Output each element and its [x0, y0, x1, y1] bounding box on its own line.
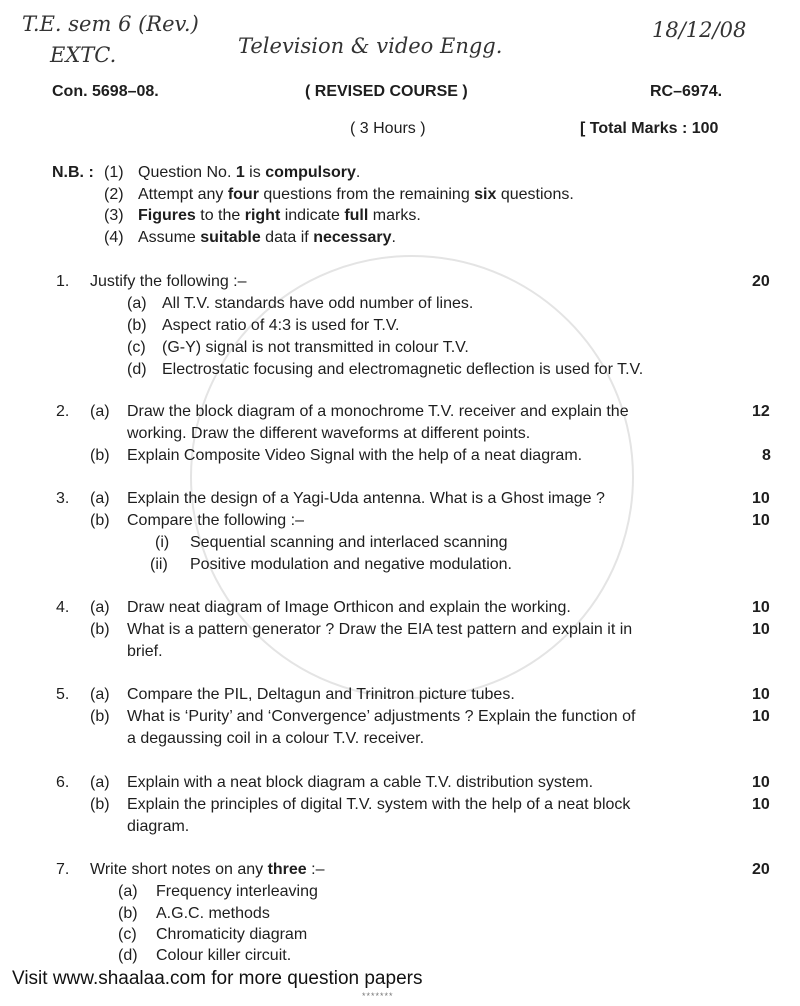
nb-label: N.B. :	[52, 164, 94, 181]
sub-text: a degaussing coil in a colour T.V. receiver.	[127, 730, 425, 747]
sub-text: What is a pattern generator ? Draw the EIA test pattern and explain it in	[127, 621, 633, 638]
question-marks: 10	[752, 621, 770, 638]
sub-text: Chromaticity diagram	[156, 926, 308, 943]
handwritten-date: 18/12/08	[652, 18, 747, 42]
question-number: 4.	[56, 599, 70, 616]
sub-text: working. Draw the different waveforms at different points.	[127, 425, 531, 442]
sub-text: diagram.	[127, 818, 190, 835]
sub-label: (b)	[118, 905, 138, 922]
question-marks: 10	[752, 490, 770, 507]
sub-text: Draw the block diagram of a monochrome T.V. receiver and explain the	[127, 403, 629, 420]
question-number: 7.	[56, 861, 70, 878]
nb-num: (3)	[104, 207, 124, 224]
nb-item: Figures to the right indicate full marks.	[138, 207, 421, 224]
question-number: 3.	[56, 490, 70, 507]
sub-label: (b)	[90, 708, 110, 725]
sub-label: (c)	[118, 926, 137, 943]
sub-label: (b)	[127, 317, 147, 334]
sub-label: (a)	[90, 686, 110, 703]
question-marks: 8	[762, 447, 771, 464]
sub-text: Electrostatic focusing and electromagnetic deflection is used for T.V.	[162, 361, 644, 378]
nb-num: (4)	[104, 229, 124, 246]
question-marks: 10	[752, 774, 770, 791]
sub-text: Compare the following :–	[127, 512, 304, 529]
question-number: 6.	[56, 774, 70, 791]
sub-text: Frequency interleaving	[156, 883, 318, 900]
end-marker: *******	[362, 991, 394, 1001]
sub-text: What is ‘Purity’ and ‘Convergence’ adjustments ? Explain the function of	[127, 708, 636, 725]
question-text: Write short notes on any three :–	[90, 861, 325, 878]
footer-link[interactable]: Visit www.shaalaa.com for more question papers	[12, 968, 423, 989]
sub-label: (b)	[90, 512, 110, 529]
sub-label: (ii)	[150, 556, 168, 573]
nb-num: (1)	[104, 164, 124, 181]
duration: ( 3 Hours )	[350, 120, 426, 137]
sub-label: (b)	[90, 447, 110, 464]
nb-item: Attempt any four questions from the remaining six questions.	[138, 186, 574, 203]
sub-text: Compare the PIL, Deltagun and Trinitron picture tubes.	[127, 686, 515, 703]
question-number: 5.	[56, 686, 70, 703]
question-marks: 10	[752, 686, 770, 703]
sub-text: Aspect ratio of 4:3 is used for T.V.	[162, 317, 400, 334]
nb-item: Question No. 1 is compulsory.	[138, 164, 361, 181]
question-marks: 20	[752, 273, 770, 290]
sub-text: Explain the design of a Yagi-Uda antenna. What is a Ghost image ?	[127, 490, 605, 507]
sub-label: (a)	[90, 774, 110, 791]
total-marks: [ Total Marks : 100	[580, 120, 719, 137]
question-marks: 10	[752, 512, 770, 529]
question-marks: 10	[752, 599, 770, 616]
sub-text: Positive modulation and negative modulation.	[190, 556, 512, 573]
sub-label: (d)	[118, 947, 138, 964]
question-number: 2.	[56, 403, 70, 420]
sub-label: (a)	[90, 490, 110, 507]
sub-label: (b)	[90, 796, 110, 813]
sub-label: (d)	[127, 361, 147, 378]
sub-text: Draw neat diagram of Image Orthicon and explain the working.	[127, 599, 571, 616]
sub-label: (a)	[90, 599, 110, 616]
sub-text: All T.V. standards have odd number of lines.	[162, 295, 474, 312]
question-marks: 10	[752, 796, 770, 813]
sub-label: (c)	[127, 339, 146, 356]
question-text: Justify the following :–	[90, 273, 247, 290]
sub-text: Explain Composite Video Signal with the help of a neat diagram.	[127, 447, 583, 464]
sub-text: Explain the principles of digital T.V. system with the help of a neat block	[127, 796, 631, 813]
handwritten-class: T.E. sem 6 (Rev.)	[22, 12, 199, 36]
sub-text: Colour killer circuit.	[156, 947, 292, 964]
sub-label: (a)	[90, 403, 110, 420]
question-marks: 20	[752, 861, 770, 878]
sub-text: (G-Y) signal is not transmitted in colour T.V.	[162, 339, 469, 356]
sub-label: (a)	[127, 295, 147, 312]
nb-item: Assume suitable data if necessary.	[138, 229, 396, 246]
sub-text: A.G.C. methods	[156, 905, 270, 922]
sub-label: (b)	[90, 621, 110, 638]
sub-label: (i)	[155, 534, 170, 551]
sub-label: (a)	[118, 883, 138, 900]
handwritten-branch: EXTC.	[50, 43, 117, 67]
question-marks: 10	[752, 708, 770, 725]
nb-num: (2)	[104, 186, 124, 203]
question-marks: 12	[752, 403, 770, 420]
question-number: 1.	[56, 273, 70, 290]
paper-code: RC–6974.	[650, 83, 723, 100]
sub-text: Sequential scanning and interlaced scanning	[190, 534, 508, 551]
con-number: Con. 5698–08.	[52, 83, 159, 100]
handwritten-subject: Television & video Engg.	[238, 34, 503, 58]
sub-text: Explain with a neat block diagram a cable T.V. distribution system.	[127, 774, 594, 791]
course-type: ( REVISED COURSE )	[305, 83, 468, 100]
sub-text: brief.	[127, 643, 163, 660]
